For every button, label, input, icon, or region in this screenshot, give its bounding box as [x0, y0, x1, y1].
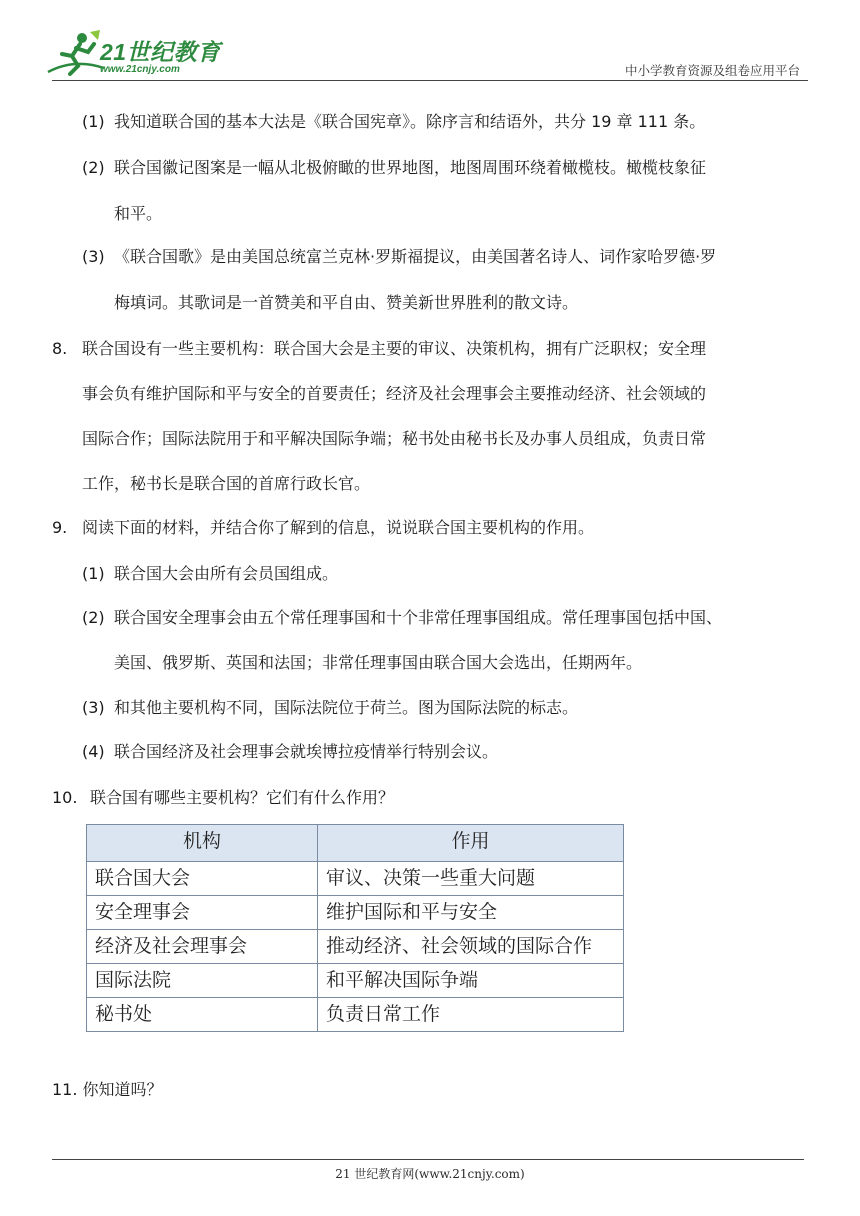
table-cell: 审议、决策一些重大问题 [318, 862, 624, 896]
question-number: 9. [52, 518, 68, 537]
table-header-cell: 作用 [318, 825, 624, 862]
paragraph-line: 阅读下面的材料，并结合你了解到的信息，说说联合国主要机构的作用。 [82, 518, 595, 537]
paragraph-line: 梅填词。其歌词是一首赞美和平自由、赞美新世界胜利的散文诗。 [114, 293, 579, 312]
paragraph-line: 《联合国歌》是由美国总统富兰克林·罗斯福提议，由美国著名诗人、词作家哈罗德·罗 [114, 247, 717, 266]
footer-divider [52, 1159, 804, 1160]
item-number: (1) [82, 112, 105, 131]
table-cell: 联合国大会 [87, 862, 318, 896]
paragraph-line: 11. 你知道吗？ [52, 1080, 163, 1099]
question-number: 8. [52, 339, 68, 358]
table-row [87, 964, 624, 998]
table-cell: 安全理事会 [87, 896, 318, 930]
paragraph-line: 我知道联合国的基本大法是《联合国宪章》。除序言和结语外，共分 19 章 111 条。 [114, 112, 706, 131]
table-row [87, 862, 624, 896]
item-number: (1) [82, 564, 105, 583]
paragraph-line: 事会负有维护国际和平与安全的首要责任；经济及社会理事会主要推动经济、社会领域的 [82, 384, 707, 403]
table-cell: 推动经济、社会领域的国际合作 [318, 930, 624, 964]
paragraph-line: 联合国大会由所有会员国组成。 [114, 564, 339, 583]
paragraph-line: 工作，秘书长是联合国的首席行政长官。 [82, 474, 371, 493]
table-cell: 经济及社会理事会 [87, 930, 318, 964]
page-header [0, 0, 860, 82]
item-number: (3) [82, 698, 105, 717]
question-number: 10. [52, 788, 78, 807]
header-platform-text: 中小学教育资源及组卷应用平台 [624, 63, 800, 78]
paragraph-line: 联合国经济及社会理事会就埃博拉疫情举行特别会议。 [114, 742, 499, 761]
table-cell: 和平解决国际争端 [318, 964, 624, 998]
table-cell: 负责日常工作 [318, 998, 624, 1032]
table-cell: 维护国际和平与安全 [318, 896, 624, 930]
paragraph-line: 联合国设有一些主要机构：联合国大会是主要的审议、决策机构，拥有广泛职权；安全理 [82, 339, 707, 358]
table-header-row [87, 825, 624, 862]
paragraph-line: 联合国有哪些主要机构？它们有什么作用？ [90, 788, 395, 807]
item-number: (3) [82, 247, 105, 266]
header-divider [52, 80, 808, 81]
footer-text: 21 世纪教育网(www.21cnjy.com) [335, 1167, 525, 1181]
paragraph-line: 和平。 [114, 204, 163, 223]
item-number: (2) [82, 608, 105, 627]
logo-text: 21世纪教育 [100, 39, 221, 65]
paragraph-line: 国际合作；国际法院用于和平解决国际争端；秘书处由秘书长及办事人员组成，负责日常 [82, 429, 707, 448]
table-row [87, 896, 624, 930]
table-cell: 国际法院 [87, 964, 318, 998]
paragraph-line: 和其他主要机构不同，国际法院位于荷兰。图为国际法院的标志。 [114, 698, 579, 717]
paragraph-line: 联合国安全理事会由五个常任理事国和十个非常任理事国组成。常任理事国包括中国、 [114, 608, 723, 627]
item-number: (2) [82, 158, 105, 177]
table-row [87, 930, 624, 964]
table-cell: 秘书处 [87, 998, 318, 1032]
paragraph-line: 联合国徽记图案是一幅从北极俯瞰的世界地图，地图周围环绕着橄榄枝。橄榄枝象征 [114, 158, 707, 177]
table-header-cell: 机构 [87, 825, 318, 862]
item-number: (4) [82, 742, 105, 761]
logo-url: www.21cnjy.com [100, 64, 180, 75]
organs-table [86, 824, 624, 1032]
table-row [87, 998, 624, 1032]
paragraph-line: 美国、俄罗斯、英国和法国；非常任理事国由联合国大会选出，任期两年。 [114, 653, 643, 672]
